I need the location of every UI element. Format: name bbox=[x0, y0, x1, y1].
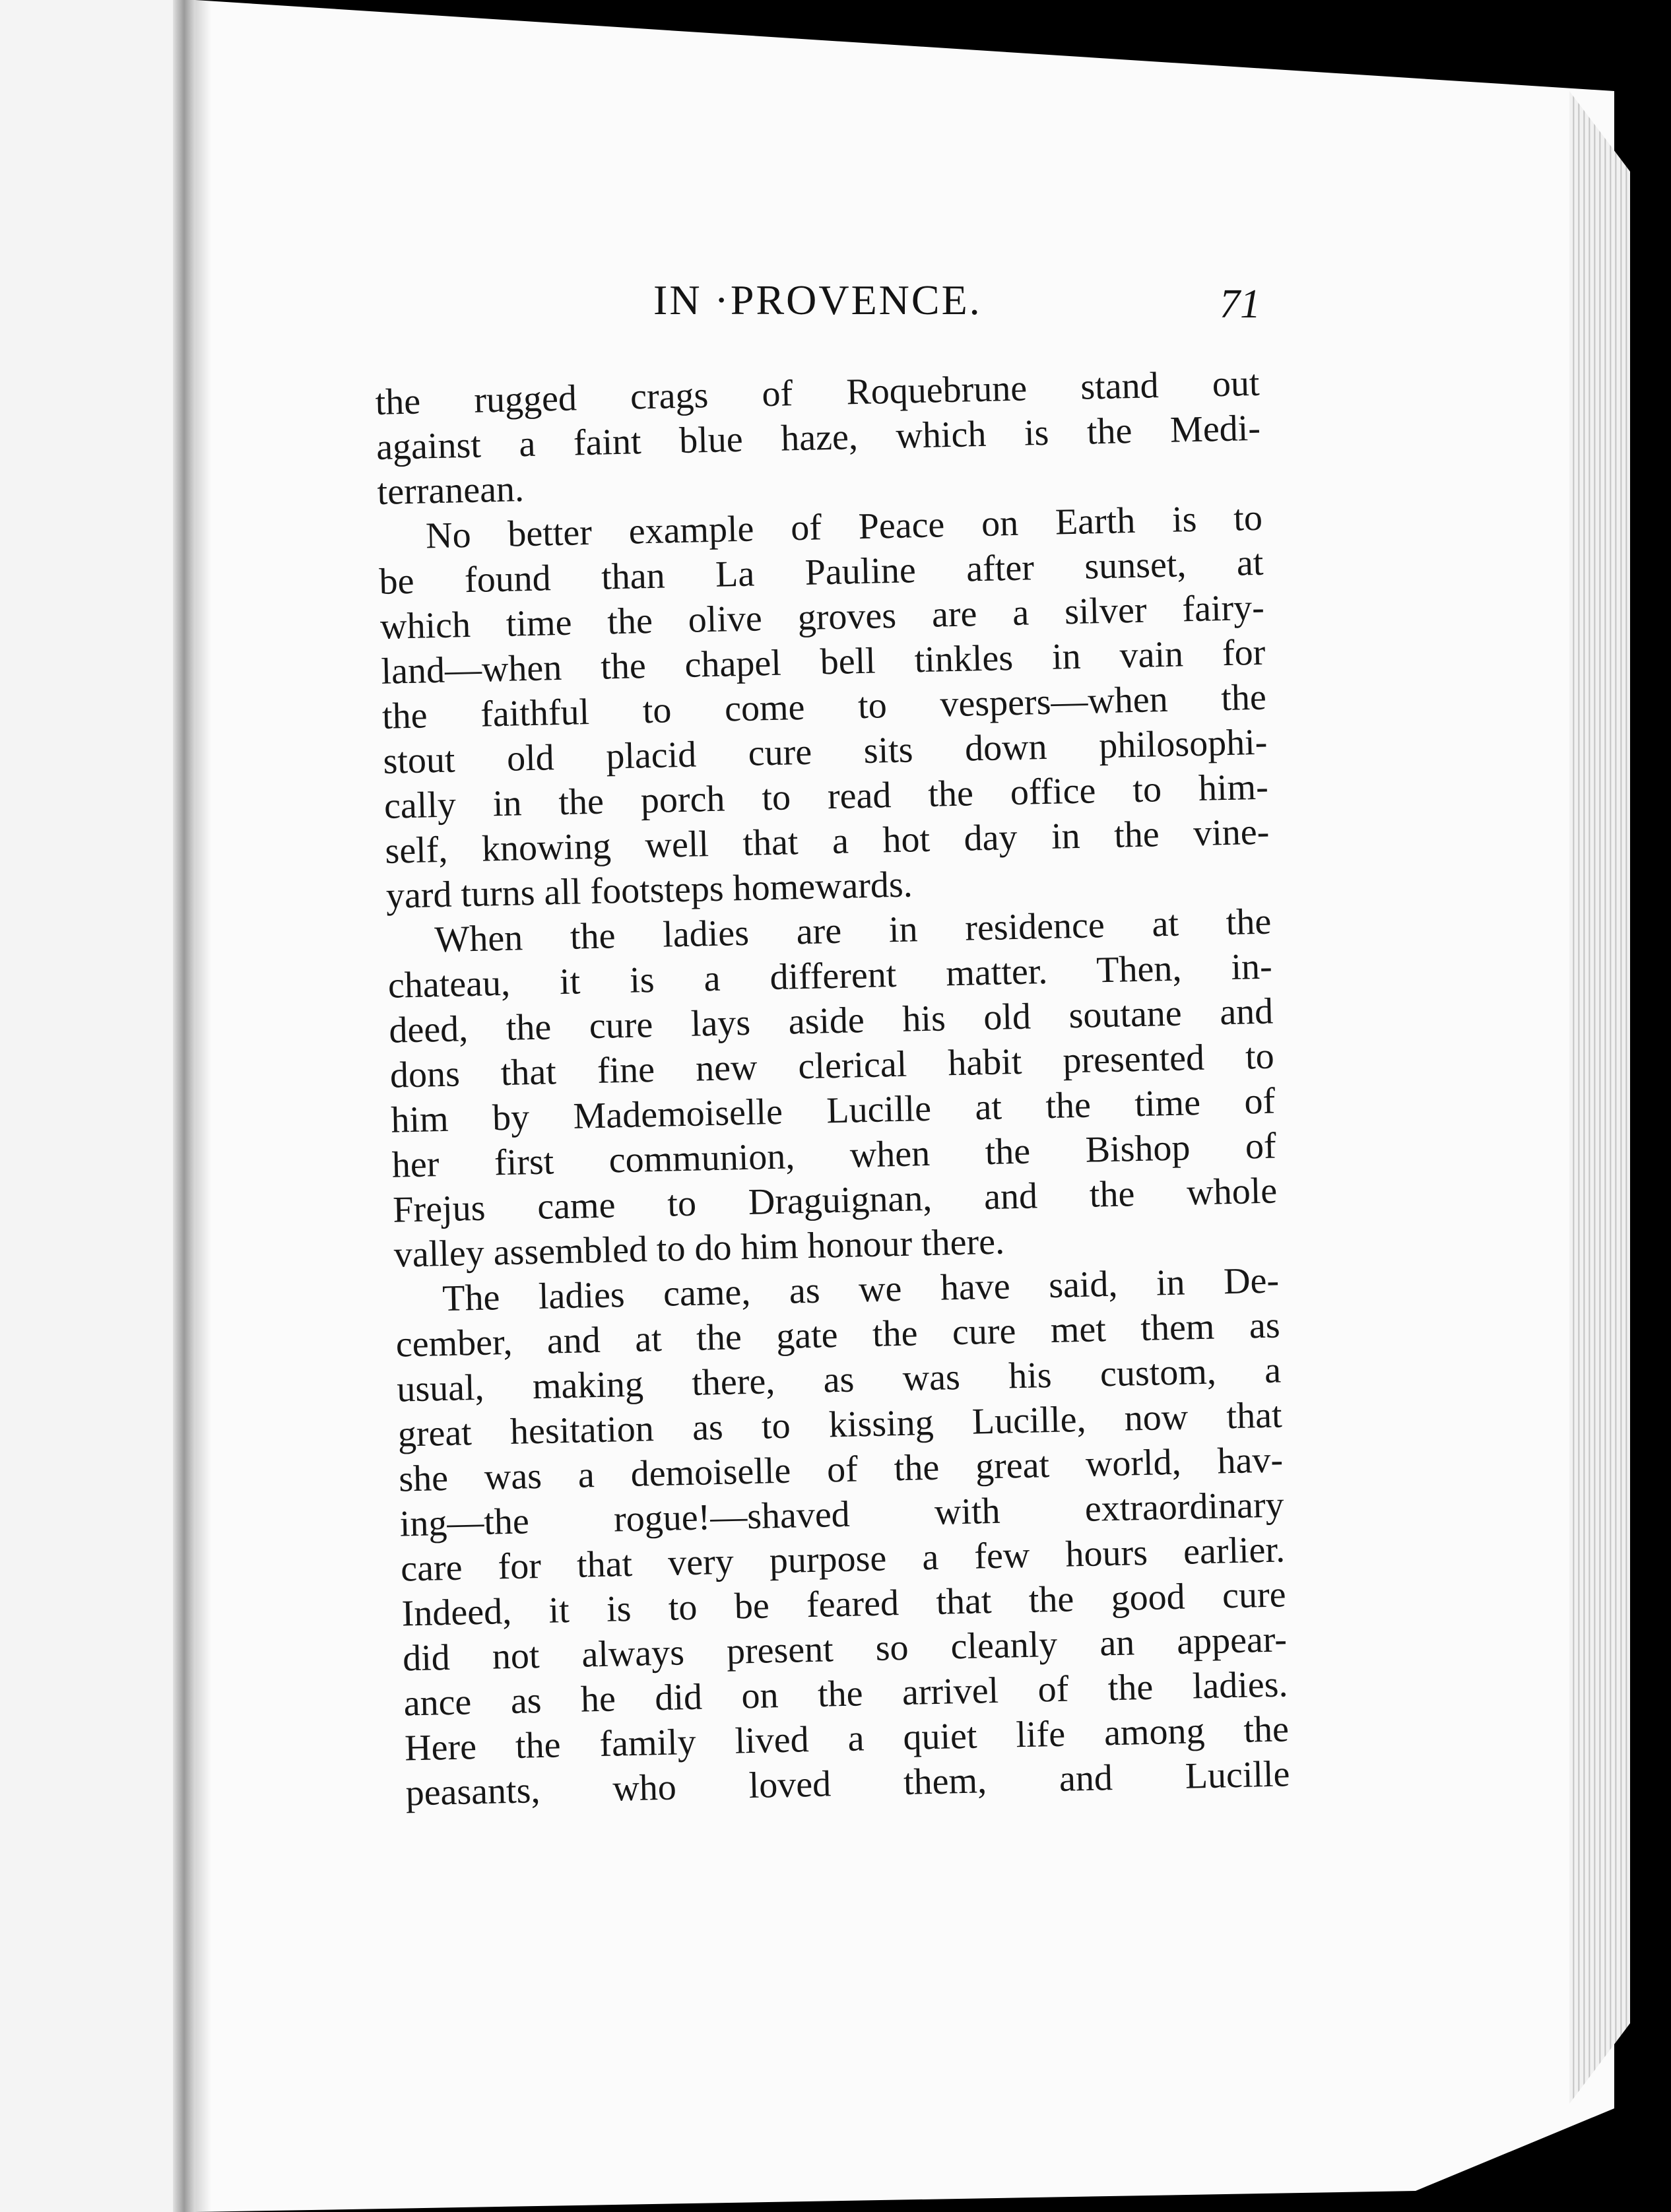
text-line: him by Mademoiselle Lucille at the time of bbox=[390, 1080, 1276, 1141]
text-line: yard turns all footsteps homewards. bbox=[385, 864, 913, 917]
text-line: cally in the porch to read the office to him- bbox=[383, 766, 1269, 827]
text-line: which time the olive groves are a silver fairy- bbox=[379, 587, 1265, 647]
text-line: against a faint blue haze, which is the Medi- bbox=[376, 407, 1261, 468]
text-line: Indeed, it is to be feared that the good cure bbox=[401, 1574, 1287, 1635]
text-line: peasants, who loved them, and Lucille bbox=[405, 1753, 1291, 1814]
text-line: No better example of Peace on Earth is to bbox=[425, 497, 1263, 557]
text-line: did not always present so cleanly an appear- bbox=[402, 1619, 1288, 1679]
body-text bbox=[375, 362, 1291, 1846]
text-line: chateau, it is a different matter. Then, in- bbox=[387, 946, 1273, 1006]
text-line: Here the family lived a quiet life among the bbox=[404, 1708, 1290, 1769]
text-line: dons that fine new clerical habit presented to bbox=[389, 1035, 1275, 1096]
text-line: usual, making there, as was his custom, a bbox=[396, 1350, 1282, 1410]
text-line: the rugged crags of Roquebrune stand out bbox=[375, 362, 1261, 423]
text-line: ing—the rogue!—shaved with extraordinary bbox=[399, 1484, 1285, 1545]
text-line: The ladies came, as we have said, in De- bbox=[442, 1260, 1280, 1320]
page-header bbox=[653, 276, 1261, 335]
text-line: ance as he did on the arrivel of the ladies. bbox=[403, 1664, 1289, 1724]
text-line: land—when the chapel bell tinkles in vain for bbox=[380, 632, 1266, 692]
text-line: self, knowing well that a hot day in the vine- bbox=[384, 811, 1270, 872]
text-line: the faithful to come to vespers—when the bbox=[381, 676, 1267, 737]
running-head: IN ·PROVENCE. bbox=[653, 276, 982, 323]
text-line: stout old placid cure sits down philosophi- bbox=[382, 721, 1268, 782]
gutter-shadow bbox=[195, 0, 211, 2212]
text-line: terranean. bbox=[376, 469, 525, 513]
text-line: Frejus came to Draguignan, and the whole bbox=[392, 1170, 1278, 1231]
facing-page-edge bbox=[0, 0, 193, 2212]
text-line: be found than La Pauline after sunset, at bbox=[378, 542, 1264, 602]
text-line: care for that very purpose a few hours earlier. bbox=[400, 1529, 1286, 1590]
book-gutter bbox=[173, 0, 195, 2212]
text-line: valley assembled to do him honour there. bbox=[393, 1221, 1005, 1276]
text-line: her first communion, when the Bishop of bbox=[391, 1125, 1277, 1186]
text-line: great hesitation as to kissing Lucille, now that bbox=[397, 1394, 1283, 1455]
text-line: she was a demoiselle of the great world, hav- bbox=[398, 1439, 1284, 1500]
page-number: 71 bbox=[1220, 282, 1261, 327]
page-edges bbox=[1569, 91, 1630, 2104]
text-line: cember, and at the gate the cure met them as bbox=[395, 1305, 1281, 1365]
text-line: deed, the cure lays aside his old soutane and bbox=[388, 991, 1274, 1051]
text-line: When the ladies are in residence at the bbox=[434, 901, 1272, 961]
